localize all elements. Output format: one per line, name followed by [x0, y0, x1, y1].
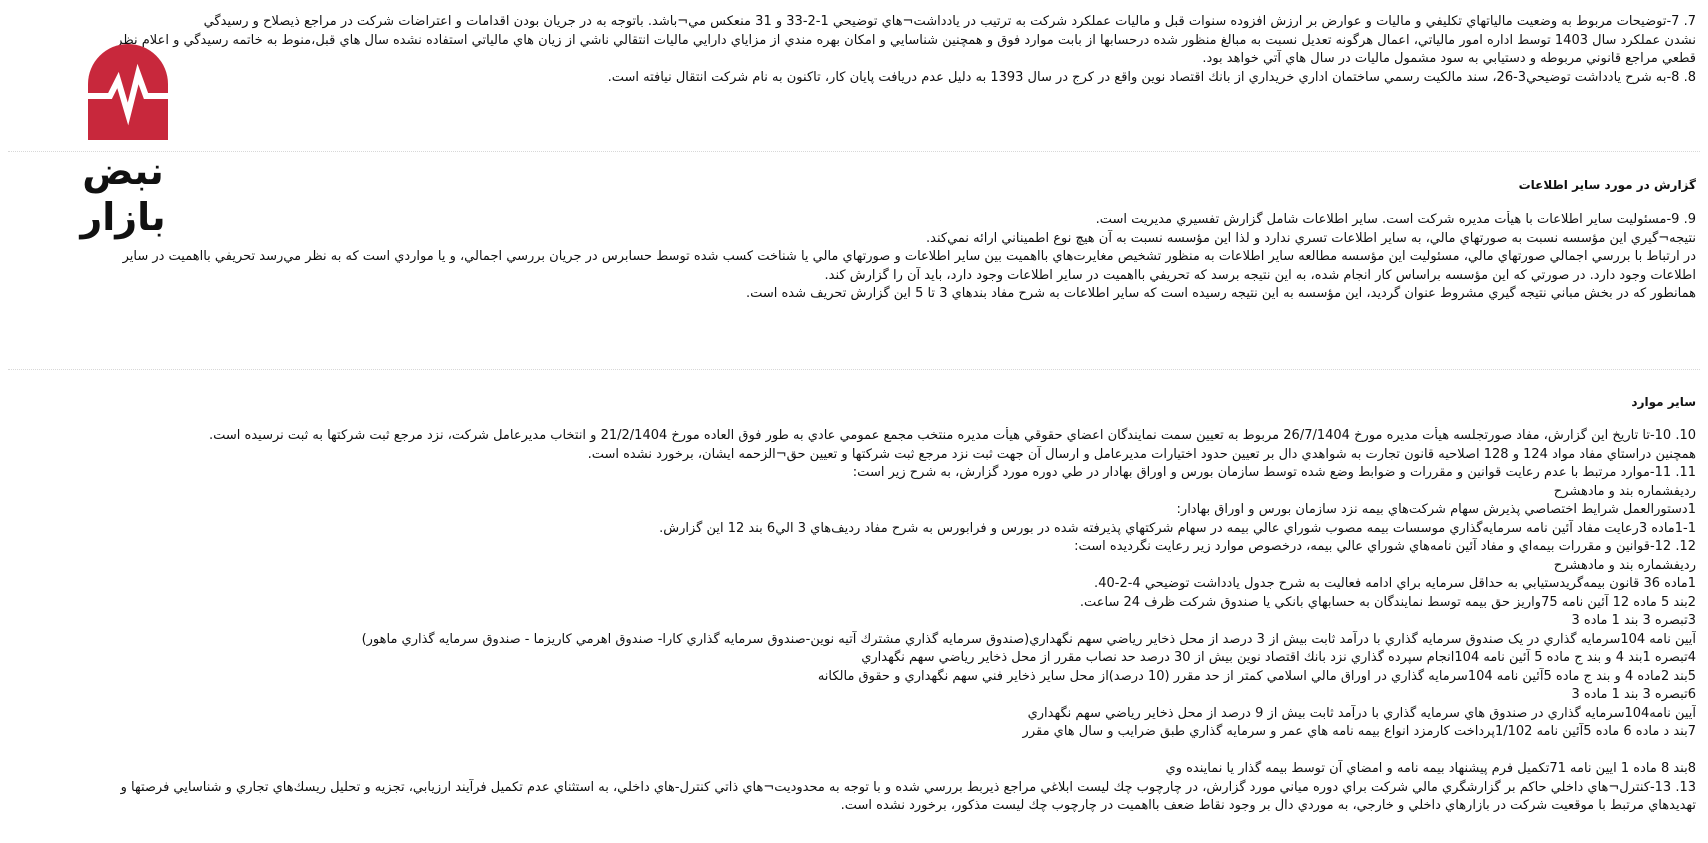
section-heading-other-info — [36, 176, 1696, 194]
table-row: آيين نامه104سرمايه گذاري در صندوق هاي سرمايه گذاري با درآمد ثابت بيش از 9 درصد از محل ذخاير رياضي سهم نگهداري — [1027, 705, 1696, 721]
section-title: گزارش در مورد ساير اطلاعات — [1518, 178, 1696, 192]
paragraph-line: در ارتباط با بررسي اجمالي صورتهاي مالي، مسئوليت اين مؤسسه مطالعه ساير اطلاعات به منظور تشخيص مغايرت‌هاي بااهميت بين ساير اطلاعات و صورتهاي مالي يا شناخت كسب شده توسط حسابرس در جريان بررسي اجمالي، و يا مواردي است كه به نظر مي‌رسد تحريفي بااهميت در ساير — [122, 249, 1696, 264]
paragraph-line: همچنين دراستاي مفاد مواد 124 و 128 اصلاحيه قانون تجارت به شواهدي دال بر تعيين حدود اختيارات مديرعامل و ارسال آن جهت ثبت نزد مرجع ثبت شركتها و تعيين حق¬الزحمه ايشان، برخورد نشده است. — [587, 446, 1696, 462]
paragraph-line: نشدن عملكرد سال 1403 توسط اداره امور مالياتي، اعمال هرگونه تعديل نسبت به مبالغ منظور شده درحسابها از بابت موارد فوق و همچنين شناسايي و امكان بهره مندي از مزاياي دارايي ماليات انتقالي ناشي از زيان هاي مالياتي استفاده نشده سال هاي قبل،منوط به خاتمه رسيدگي و اعلام نظر — [116, 32, 1696, 48]
section-tax-notes — [36, 13, 1696, 87]
table-row: 6تبصره 3 بند 1 ماده 3 — [1571, 687, 1696, 702]
blank-line — [36, 742, 1696, 761]
section-other-info — [36, 211, 1696, 304]
table-header-line: رديفشماره بند و مادهشرح — [1553, 557, 1696, 573]
section-divider — [8, 151, 1700, 152]
table-row: 4تبصره 1بند 4 و بند ج ماده 5 آئين نامه 104انجام سپرده گذاري نزد بانك اقتصاد نوين بيش از 30 درصد حد نصاب مقرر از محل ذخاير رياضي سهم نگهداري — [861, 650, 1696, 665]
table-row: 5بند 2ماده 4 و بند ج ماده 5آئين نامه 104سرمايه گذاري در اوراق مالي اسلامي كمتر از حد مقرر (10 درصد)از محل ساير ذخاير فني سهم نگهداري و حقوق مالكانه — [817, 668, 1696, 684]
table-row: 2بند 5 ماده 12 آئين نامه 75واريز حق بيمه توسط نمايندگان به حسابهاي بانكي يا صندوق شركت ظرف 24 ساعت. — [1079, 594, 1696, 610]
table-row: 1-1ماده 3رعايت مفاد آئين نامه سرمايه‌گذاري موسسات بيمه مصوب شوراي عالي بيمه در سهام شركتهاي پذيرفته شده در بورس و فرابورس به شرح مفاد رديف‌هاي 3 الي6 بند 12 اين گزارش. — [659, 520, 1696, 536]
section-other-matters — [36, 427, 1696, 816]
table-header-line: رديفشماره بند و مادهشرح — [1553, 483, 1696, 499]
paragraph-line: قطعي مراجع قانوني مربوطه و دستيابي به سود مشمول ماليات در سال هاي آتي خواهد بود. — [1202, 51, 1696, 66]
paragraph-line: اطلاعات وجود دارد. در صورتي كه اين مؤسسه براساس كار انجام شده، به اين نتيجه برسد كه تحريفي بااهميت در ساير اطلاعات وجود دارد، بايد آن را گزارش كند. — [824, 267, 1696, 283]
paragraph-line: همانطور كه در بخش مباني نتيجه گيري مشروط عنوان گرديد، اين مؤسسه به اين نتيجه رسيده است كه ساير اطلاعات به شرح مفاد بندهاي 3 تا 5 اين گزارش تحريف شده است. — [745, 286, 1696, 301]
paragraph-line: 11. 11-موارد مرتبط با عدم رعايت قوانين و مقررات و ضوابط وضع شده توسط سازمان بورس و اوراق بهادار در طي دوره مورد گزارش، به شرح زير است: — [852, 465, 1696, 480]
section-divider — [8, 369, 1700, 370]
paragraph-line: 13. 13-كنترل¬هاي داخلي حاكم بر گزارشگري مالي شركت براي دوره مياني مورد گزارش، در چارچوب چك ليست ابلاغي مراجع ذيربط بررسي شده و با توجه به محدوديت¬هاي ذاتي كنترل-هاي داخلي، به استثناي عدم تكميل فرآيند ارزيابي، تجزيه و تحليل ريسك‌هاي تجاري و شناسايي فرصتها و — [120, 779, 1696, 795]
paragraph-line: 10. 10-تا تاريخ اين گزارش، مفاد صورتجلسه هيأت مديره مورخ 26/7/1404 مربوط به تعيين سمت نمايندگان اعضاي حقوقي هيأت مديره منتخب مجمع عمومي عادي به طور فوق العاده مورخ 21/2/1404 و انتخاب مديرعامل شركت، نزد مرجع ثبت شركتها به ثبت نرسيده است. — [209, 428, 1696, 443]
table-row: 1دستورالعمل شرايط اختصاصي پذيرش سهام شركت‌هاي بيمه نزد سازمان بورس و اوراق بهادار: — [1176, 502, 1696, 517]
table-row: 7بند د ماده 6 ماده 5آئين نامه 1/102پرداخت كارمزد انواع بيمه نامه هاي عمر و سرمايه گذاري طبق ضرايب و سال هاي مقرر — [1022, 724, 1696, 739]
section-title: ساير موارد — [1631, 395, 1696, 409]
table-row: 3تبصره 3 بند 1 ماده 3 — [1571, 613, 1696, 628]
paragraph-line: 7. 7-توضيحات مربوط به وضعيت مالياتهاي تكليفي و ماليات و عوارض بر ارزش افزوده سنوات قبل و ماليات عملكرد شركت به ترتيب در يادداشت¬هاي توضيحي 1-2-33 و 31 منعكس مي¬باشد. باتوجه به در جريان بودن اقدامات و اعتراضات شركت در مراجع ذيصلاح و رسيدگي — [203, 14, 1696, 29]
paragraph-line: 12. 12-قوانين و مقررات بيمه‌اي و مفاد آئين نامه‌هاي شوراي عالي بيمه، درخصوص موارد زير رعايت نگرديده است: — [1074, 539, 1696, 554]
paragraph-line: 8. 8-به شرح يادداشت توضيحي3-26، سند مالكيت رسمي ساختمان اداري خريداري از بانك اقتصاد نوين واقع در كرج در سال 1393 به دليل عدم دريافت پايان كار، تاكنون به نام شركت انتقال نيافته است. — [607, 69, 1696, 85]
table-row: 1ماده 36 قانون بيمه‌گريدستيابي به حداقل سرمايه براي ادامه فعاليت به شرح جدول يادداشت توضيحي 4-2-40. — [1094, 576, 1696, 591]
pulse-heartbeat-icon — [88, 44, 168, 140]
table-row: 8بند 8 ماده 1 ايين نامه 71تكميل فرم پيشنهاد بيمه نامه و امضاي آن توسط بيمه گذار يا نماينده وي — [1165, 761, 1696, 776]
paragraph-line: تهديدهاي مرتبط با موقعيت شركت در بازارهاي داخلي و خارجي، به موردي دال بر وجود نقاط ضعف بااهميت در چارچوب چك ليست مذكور، برخورد نشده است. — [840, 798, 1696, 813]
section-heading-other-matters — [36, 393, 1696, 411]
table-row: آيين نامه 104سرمايه گذاري در يک صندوق سرمايه گذاري با درآمد ثابت بيش از 3 درصد از محل ذخاير رياضي سهم نگهداري(صندوق سرمايه گذاري مشترك آتيه نوين-صندوق سرمايه گذاري كارا- صندوق اهرمي كاريزما - صندوق سرمايه گذاري ماهور) — [361, 631, 1696, 647]
paragraph-line: نتيجه¬گيري اين مؤسسه نسبت به صورتهاي مالي، به ساير اطلاعات تسري ندارد و لذا اين مؤسسه نسبت به آن هيچ نوع اطميناني ارائه نمي‌كند. — [926, 230, 1696, 246]
paragraph-line: 9. 9-مسئوليت ساير اطلاعات با هيأت مديره شركت است. ساير اطلاعات شامل گزارش تفسيري مديريت است. — [1095, 212, 1696, 227]
brand-name: نبض بازار — [80, 149, 166, 239]
